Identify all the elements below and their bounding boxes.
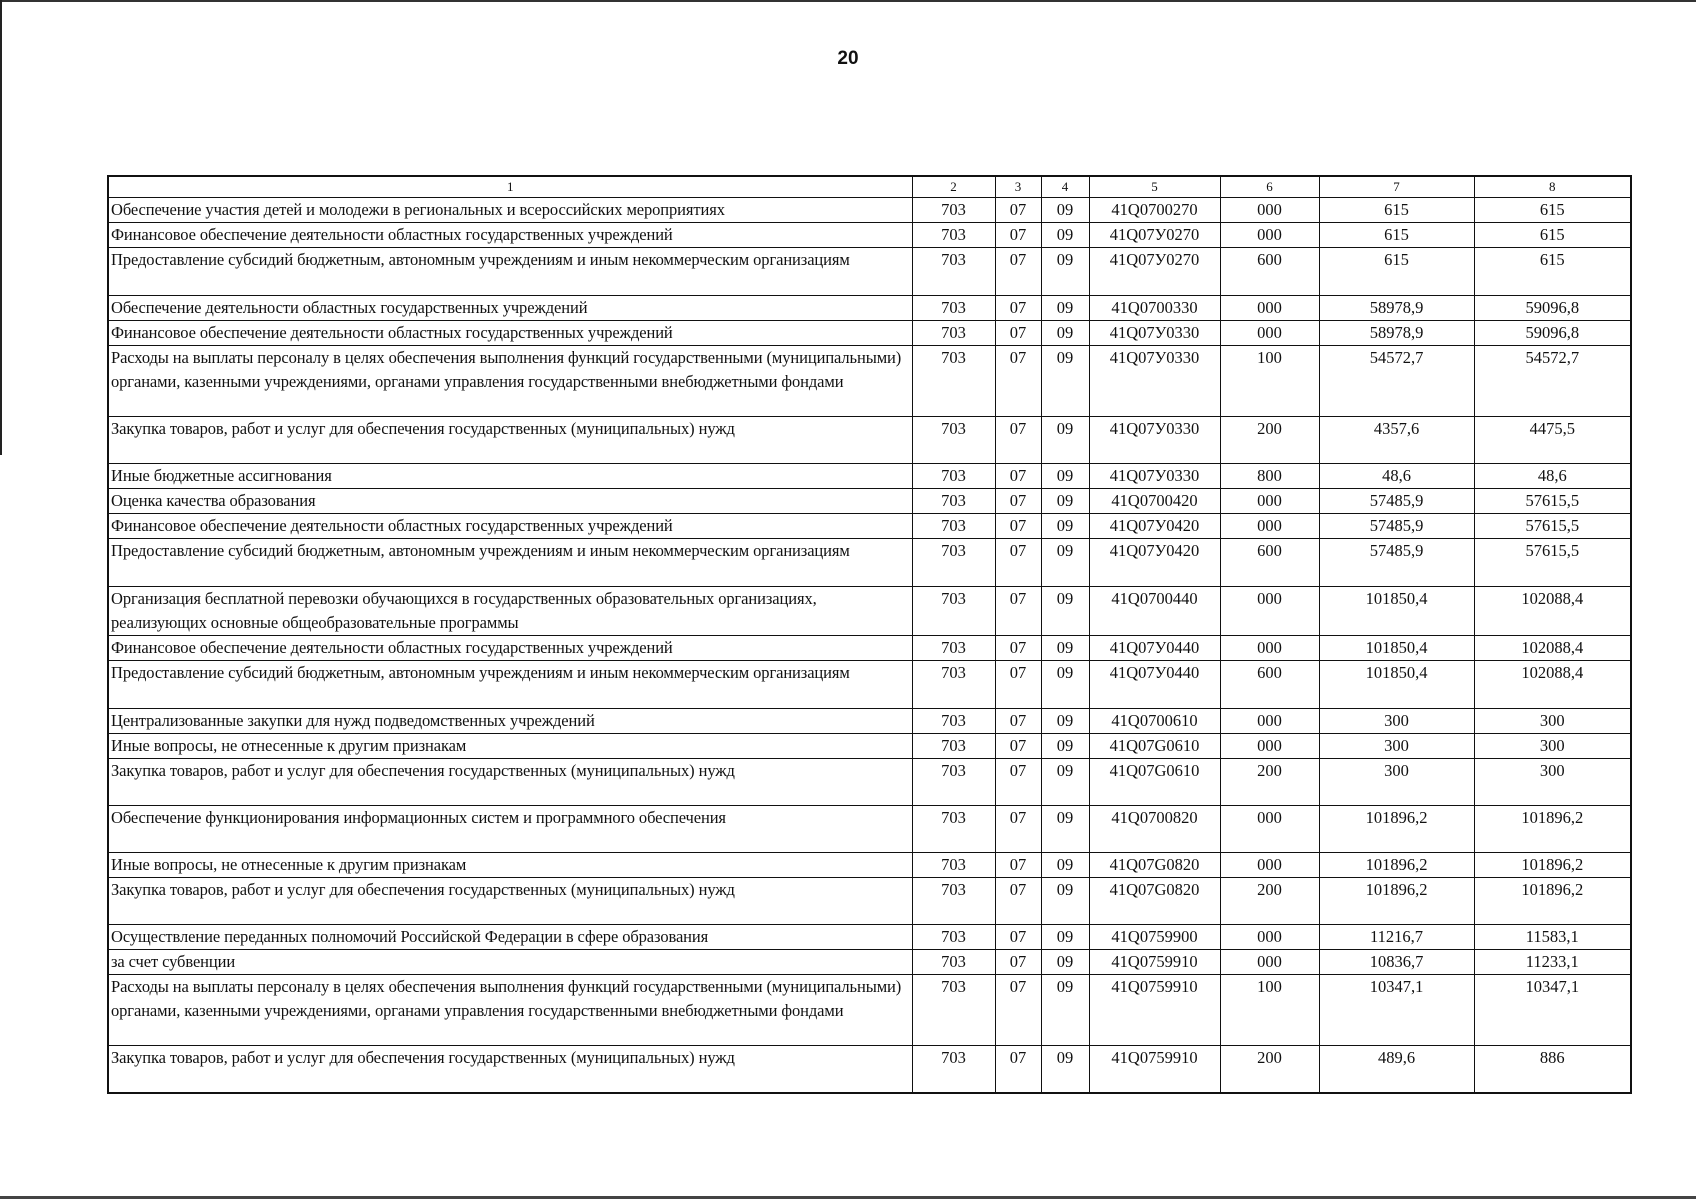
cell-col7: 101896,2 — [1319, 878, 1474, 925]
cell-col6: 000 — [1220, 709, 1319, 734]
cell-col7: 101850,4 — [1319, 587, 1474, 636]
cell-col3: 07 — [995, 223, 1041, 248]
cell-col5: 41Q0700440 — [1089, 587, 1220, 636]
row-name: Финансовое обеспечение деятельности областных государственных учреждений — [108, 514, 912, 539]
cell-col5: 41Q07У0420 — [1089, 539, 1220, 587]
cell-col5: 41Q0759910 — [1089, 1046, 1220, 1094]
cell-col5: 41Q0700330 — [1089, 296, 1220, 321]
cell-col2: 703 — [912, 198, 995, 223]
cell-col6: 600 — [1220, 248, 1319, 296]
cell-col2: 703 — [912, 925, 995, 950]
cell-col3: 07 — [995, 248, 1041, 296]
cell-col6: 000 — [1220, 950, 1319, 975]
cell-col2: 703 — [912, 975, 995, 1046]
cell-col6: 000 — [1220, 806, 1319, 853]
row-name: Иные вопросы, не отнесенные к другим признакам — [108, 734, 912, 759]
cell-col6: 000 — [1220, 489, 1319, 514]
cell-col7: 57485,9 — [1319, 539, 1474, 587]
cell-col4: 09 — [1041, 539, 1089, 587]
cell-col3: 07 — [995, 296, 1041, 321]
cell-col6: 200 — [1220, 417, 1319, 464]
cell-col5: 41Q07У0270 — [1089, 223, 1220, 248]
cell-col3: 07 — [995, 975, 1041, 1046]
row-name: Финансовое обеспечение деятельности областных государственных учреждений — [108, 636, 912, 661]
cell-col3: 07 — [995, 853, 1041, 878]
cell-col3: 07 — [995, 587, 1041, 636]
column-header: 7 — [1319, 176, 1474, 198]
cell-col8: 4475,5 — [1474, 417, 1631, 464]
cell-col5: 41Q07У0330 — [1089, 464, 1220, 489]
cell-col7: 58978,9 — [1319, 296, 1474, 321]
table-row — [108, 489, 1631, 514]
column-header: 2 — [912, 176, 995, 198]
row-name: Осуществление переданных полномочий Российской Федерации в сфере образования — [108, 925, 912, 950]
cell-col3: 07 — [995, 1046, 1041, 1094]
cell-col4: 09 — [1041, 950, 1089, 975]
cell-col5: 41Q0700270 — [1089, 198, 1220, 223]
cell-col4: 09 — [1041, 853, 1089, 878]
table-row — [108, 759, 1631, 806]
row-name: Закупка товаров, работ и услуг для обеспечения государственных (муниципальных) нужд — [108, 1046, 912, 1094]
table-row — [108, 296, 1631, 321]
cell-col6: 000 — [1220, 925, 1319, 950]
cell-col8: 59096,8 — [1474, 321, 1631, 346]
cell-col2: 703 — [912, 296, 995, 321]
table-row — [108, 950, 1631, 975]
cell-col4: 09 — [1041, 925, 1089, 950]
cell-col5: 41Q07G0820 — [1089, 853, 1220, 878]
cell-col8: 10347,1 — [1474, 975, 1631, 1046]
cell-col7: 101850,4 — [1319, 661, 1474, 709]
cell-col6: 000 — [1220, 198, 1319, 223]
cell-col6: 600 — [1220, 661, 1319, 709]
cell-col5: 41Q07У0330 — [1089, 417, 1220, 464]
cell-col6: 200 — [1220, 878, 1319, 925]
cell-col8: 886 — [1474, 1046, 1631, 1094]
cell-col8: 48,6 — [1474, 464, 1631, 489]
cell-col7: 300 — [1319, 759, 1474, 806]
cell-col8: 101896,2 — [1474, 853, 1631, 878]
cell-col6: 200 — [1220, 1046, 1319, 1094]
row-name: Предоставление субсидий бюджетным, автономным учреждениям и иным некоммерческим организациям — [108, 539, 912, 587]
table-row — [108, 853, 1631, 878]
cell-col3: 07 — [995, 734, 1041, 759]
row-name: за счет субвенции — [108, 950, 912, 975]
budget-table — [107, 175, 1632, 1094]
cell-col3: 07 — [995, 417, 1041, 464]
page-number: 20 — [837, 48, 859, 69]
cell-col5: 41Q0759900 — [1089, 925, 1220, 950]
cell-col5: 41Q0759910 — [1089, 950, 1220, 975]
cell-col7: 58978,9 — [1319, 321, 1474, 346]
cell-col6: 000 — [1220, 223, 1319, 248]
cell-col3: 07 — [995, 636, 1041, 661]
column-header: 4 — [1041, 176, 1089, 198]
cell-col4: 09 — [1041, 417, 1089, 464]
row-name: Обеспечение функционирования информационных систем и программного обеспечения — [108, 806, 912, 853]
cell-col5: 41Q07G0820 — [1089, 878, 1220, 925]
cell-col8: 300 — [1474, 734, 1631, 759]
scan-bottom-edge — [0, 1196, 1696, 1199]
cell-col5: 41Q07У0420 — [1089, 514, 1220, 539]
cell-col3: 07 — [995, 346, 1041, 417]
table-row — [108, 223, 1631, 248]
cell-col7: 10347,1 — [1319, 975, 1474, 1046]
cell-col3: 07 — [995, 806, 1041, 853]
cell-col2: 703 — [912, 248, 995, 296]
cell-col4: 09 — [1041, 806, 1089, 853]
cell-col3: 07 — [995, 709, 1041, 734]
cell-col7: 615 — [1319, 198, 1474, 223]
table-row — [108, 734, 1631, 759]
cell-col7: 615 — [1319, 248, 1474, 296]
cell-col7: 300 — [1319, 709, 1474, 734]
cell-col8: 57615,5 — [1474, 489, 1631, 514]
cell-col4: 09 — [1041, 248, 1089, 296]
row-name: Финансовое обеспечение деятельности областных государственных учреждений — [108, 223, 912, 248]
row-name: Централизованные закупки для нужд подведомственных учреждений — [108, 709, 912, 734]
cell-col5: 41Q07У0440 — [1089, 636, 1220, 661]
table-row — [108, 198, 1631, 223]
cell-col8: 615 — [1474, 198, 1631, 223]
cell-col2: 703 — [912, 514, 995, 539]
scan-top-edge — [0, 0, 1696, 2]
cell-col3: 07 — [995, 489, 1041, 514]
cell-col3: 07 — [995, 950, 1041, 975]
cell-col4: 09 — [1041, 709, 1089, 734]
cell-col5: 41Q07У0330 — [1089, 321, 1220, 346]
cell-col5: 41Q07У0330 — [1089, 346, 1220, 417]
cell-col5: 41Q07G0610 — [1089, 759, 1220, 806]
cell-col5: 41Q07У0440 — [1089, 661, 1220, 709]
cell-col5: 41Q0700420 — [1089, 489, 1220, 514]
table-row — [108, 587, 1631, 636]
row-name: Закупка товаров, работ и услуг для обеспечения государственных (муниципальных) нужд — [108, 759, 912, 806]
table-row — [108, 539, 1631, 587]
cell-col6: 000 — [1220, 636, 1319, 661]
table-row — [108, 925, 1631, 950]
cell-col7: 48,6 — [1319, 464, 1474, 489]
cell-col4: 09 — [1041, 975, 1089, 1046]
cell-col5: 41Q07G0610 — [1089, 734, 1220, 759]
cell-col4: 09 — [1041, 1046, 1089, 1094]
cell-col4: 09 — [1041, 321, 1089, 346]
cell-col7: 300 — [1319, 734, 1474, 759]
cell-col3: 07 — [995, 878, 1041, 925]
row-name: Предоставление субсидий бюджетным, автономным учреждениям и иным некоммерческим организациям — [108, 248, 912, 296]
row-name: Закупка товаров, работ и услуг для обеспечения государственных (муниципальных) нужд — [108, 417, 912, 464]
cell-col6: 100 — [1220, 975, 1319, 1046]
cell-col7: 54572,7 — [1319, 346, 1474, 417]
cell-col6: 800 — [1220, 464, 1319, 489]
cell-col7: 4357,6 — [1319, 417, 1474, 464]
cell-col8: 102088,4 — [1474, 661, 1631, 709]
cell-col6: 000 — [1220, 296, 1319, 321]
table-row — [108, 975, 1631, 1046]
cell-col2: 703 — [912, 223, 995, 248]
cell-col2: 703 — [912, 587, 995, 636]
cell-col6: 000 — [1220, 587, 1319, 636]
row-name: Оценка качества образования — [108, 489, 912, 514]
cell-col7: 11216,7 — [1319, 925, 1474, 950]
table-row — [108, 709, 1631, 734]
cell-col8: 54572,7 — [1474, 346, 1631, 417]
table-row — [108, 514, 1631, 539]
row-name: Обеспечение участия детей и молодежи в региональных и всероссийских мероприятиях — [108, 198, 912, 223]
cell-col3: 07 — [995, 321, 1041, 346]
cell-col8: 300 — [1474, 709, 1631, 734]
cell-col8: 57615,5 — [1474, 514, 1631, 539]
cell-col4: 09 — [1041, 346, 1089, 417]
table-row — [108, 417, 1631, 464]
cell-col8: 101896,2 — [1474, 806, 1631, 853]
cell-col6: 000 — [1220, 321, 1319, 346]
row-name: Финансовое обеспечение деятельности областных государственных учреждений — [108, 321, 912, 346]
cell-col3: 07 — [995, 514, 1041, 539]
cell-col8: 57615,5 — [1474, 539, 1631, 587]
cell-col4: 09 — [1041, 464, 1089, 489]
table-row — [108, 661, 1631, 709]
cell-col6: 000 — [1220, 853, 1319, 878]
column-header: 8 — [1474, 176, 1631, 198]
cell-col4: 09 — [1041, 636, 1089, 661]
cell-col4: 09 — [1041, 198, 1089, 223]
cell-col4: 09 — [1041, 223, 1089, 248]
cell-col2: 703 — [912, 417, 995, 464]
table-row — [108, 248, 1631, 296]
cell-col3: 07 — [995, 198, 1041, 223]
cell-col6: 100 — [1220, 346, 1319, 417]
cell-col3: 07 — [995, 539, 1041, 587]
cell-col4: 09 — [1041, 734, 1089, 759]
cell-col7: 101896,2 — [1319, 806, 1474, 853]
cell-col2: 703 — [912, 878, 995, 925]
cell-col2: 703 — [912, 950, 995, 975]
cell-col4: 09 — [1041, 759, 1089, 806]
cell-col8: 11583,1 — [1474, 925, 1631, 950]
cell-col2: 703 — [912, 636, 995, 661]
cell-col7: 489,6 — [1319, 1046, 1474, 1094]
cell-col3: 07 — [995, 464, 1041, 489]
cell-col6: 000 — [1220, 734, 1319, 759]
cell-col7: 10836,7 — [1319, 950, 1474, 975]
row-name: Иные вопросы, не отнесенные к другим признакам — [108, 853, 912, 878]
cell-col4: 09 — [1041, 587, 1089, 636]
cell-col2: 703 — [912, 489, 995, 514]
column-header: 6 — [1220, 176, 1319, 198]
cell-col7: 57485,9 — [1319, 489, 1474, 514]
cell-col4: 09 — [1041, 489, 1089, 514]
row-name: Расходы на выплаты персоналу в целях обеспечения выполнения функций государственными (муниципальными) органами, казенными учреждениями, органами управления государственными внебюджетными фондами — [108, 975, 912, 1046]
cell-col3: 07 — [995, 759, 1041, 806]
row-name: Иные бюджетные ассигнования — [108, 464, 912, 489]
cell-col4: 09 — [1041, 296, 1089, 321]
cell-col8: 102088,4 — [1474, 587, 1631, 636]
cell-col4: 09 — [1041, 661, 1089, 709]
row-name: Расходы на выплаты персоналу в целях обеспечения выполнения функций государственными (муниципальными) органами, казенными учреждениями, органами управления государственными внебюджетными фондами — [108, 346, 912, 417]
table-row — [108, 878, 1631, 925]
cell-col8: 101896,2 — [1474, 878, 1631, 925]
table-row — [108, 1046, 1631, 1094]
table-row — [108, 464, 1631, 489]
cell-col2: 703 — [912, 759, 995, 806]
cell-col7: 101850,4 — [1319, 636, 1474, 661]
cell-col6: 200 — [1220, 759, 1319, 806]
cell-col2: 703 — [912, 806, 995, 853]
cell-col5: 41Q0700610 — [1089, 709, 1220, 734]
table-row — [108, 346, 1631, 417]
cell-col8: 102088,4 — [1474, 636, 1631, 661]
cell-col5: 41Q07У0270 — [1089, 248, 1220, 296]
cell-col2: 703 — [912, 539, 995, 587]
column-header: 1 — [108, 176, 912, 198]
cell-col8: 615 — [1474, 223, 1631, 248]
row-name: Обеспечение деятельности областных государственных учреждений — [108, 296, 912, 321]
cell-col8: 11233,1 — [1474, 950, 1631, 975]
cell-col7: 101896,2 — [1319, 853, 1474, 878]
cell-col7: 615 — [1319, 223, 1474, 248]
cell-col4: 09 — [1041, 878, 1089, 925]
cell-col7: 57485,9 — [1319, 514, 1474, 539]
cell-col8: 300 — [1474, 759, 1631, 806]
cell-col2: 703 — [912, 464, 995, 489]
table-row — [108, 806, 1631, 853]
cell-col6: 600 — [1220, 539, 1319, 587]
cell-col8: 615 — [1474, 248, 1631, 296]
column-header: 5 — [1089, 176, 1220, 198]
cell-col3: 07 — [995, 661, 1041, 709]
table-row — [108, 321, 1631, 346]
cell-col5: 41Q0700820 — [1089, 806, 1220, 853]
row-name: Предоставление субсидий бюджетным, автономным учреждениям и иным некоммерческим организациям — [108, 661, 912, 709]
cell-col2: 703 — [912, 709, 995, 734]
column-header: 3 — [995, 176, 1041, 198]
cell-col2: 703 — [912, 346, 995, 417]
cell-col2: 703 — [912, 853, 995, 878]
cell-col6: 000 — [1220, 514, 1319, 539]
cell-col5: 41Q0759910 — [1089, 975, 1220, 1046]
header-row — [108, 176, 1631, 198]
row-name: Закупка товаров, работ и услуг для обеспечения государственных (муниципальных) нужд — [108, 878, 912, 925]
cell-col2: 703 — [912, 734, 995, 759]
cell-col2: 703 — [912, 661, 995, 709]
cell-col3: 07 — [995, 925, 1041, 950]
row-name: Организация бесплатной перевозки обучающихся в государственных образовательных организациях, реализующих основные общеобразовательные программы — [108, 587, 912, 636]
cell-col2: 703 — [912, 1046, 995, 1094]
cell-col8: 59096,8 — [1474, 296, 1631, 321]
cell-col4: 09 — [1041, 514, 1089, 539]
cell-col2: 703 — [912, 321, 995, 346]
table-row — [108, 636, 1631, 661]
